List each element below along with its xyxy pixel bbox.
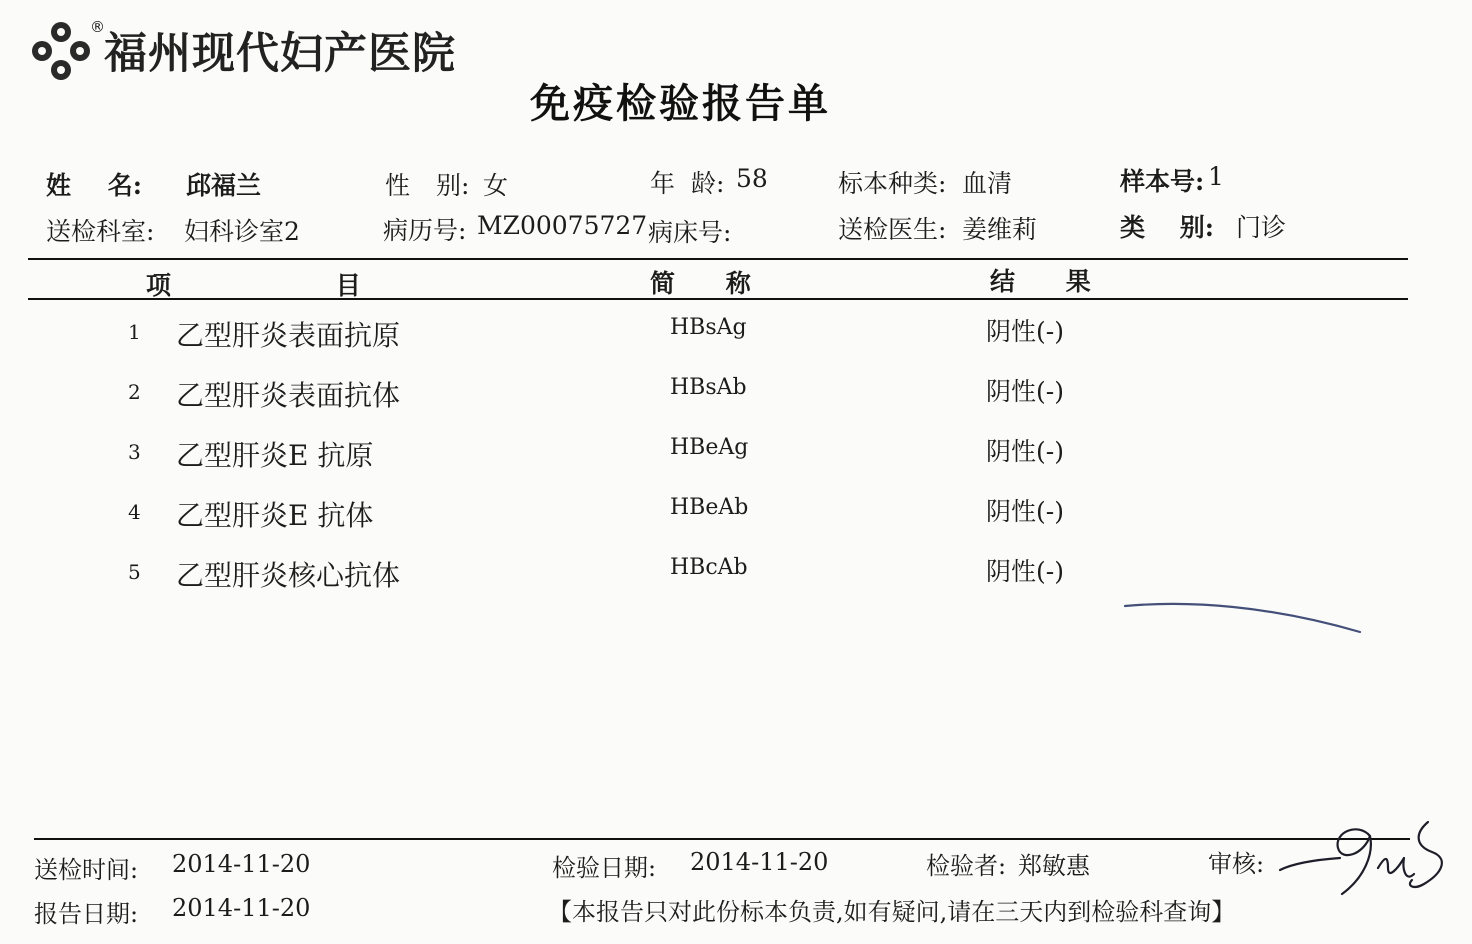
- test-item: 乙型肝炎核心抗体: [176, 559, 401, 592]
- test-abbr: HBsAg: [670, 315, 747, 340]
- category-label: 类 别:: [1120, 213, 1214, 242]
- patient-age: 58: [736, 164, 768, 193]
- send-time: 2014-11-20: [172, 850, 311, 878]
- tester-label: 检验者:: [926, 852, 1007, 880]
- test-result: 阴性(-): [986, 377, 1064, 406]
- dept-label: 送检科室:: [46, 217, 155, 246]
- test-item: 乙型肝炎表面抗原: [176, 319, 401, 352]
- disclaimer-note: 【本报告只对此份标本负责,如有疑问,请在三天内到检验科查询】: [548, 898, 1236, 926]
- gender-label: 性 别:: [385, 171, 470, 200]
- row-number: 5: [128, 560, 141, 584]
- test-result: 阴性(-): [986, 437, 1064, 466]
- test-date-label: 检验日期:: [552, 854, 657, 882]
- age-label: 年 龄:: [650, 169, 725, 198]
- name-label: 姓 名:: [46, 171, 142, 200]
- header-result: 结 果: [990, 267, 1091, 296]
- reviewer-signature: [1278, 814, 1458, 904]
- patient-name: 邱福兰: [186, 171, 262, 200]
- test-abbr: HBsAb: [670, 375, 747, 400]
- row-number: 1: [128, 320, 141, 344]
- test-result: 阴性(-): [986, 497, 1064, 526]
- hospital-name: 福州现代妇产医院: [104, 29, 456, 79]
- send-time-label: 送检时间:: [34, 856, 139, 884]
- sample-no: 1: [1208, 162, 1224, 191]
- pen-stroke-mark: [1120, 592, 1380, 642]
- test-item: 乙型肝炎E 抗体: [176, 499, 374, 532]
- test-result: 阴性(-): [986, 317, 1064, 346]
- doctor-label: 送检医生:: [838, 215, 947, 244]
- bed-label: 病床号:: [648, 218, 732, 247]
- category: 门诊: [1236, 213, 1287, 242]
- test-item: 乙型肝炎E 抗原: [176, 439, 374, 472]
- test-abbr: HBeAb: [670, 495, 749, 520]
- sample-no-label: 样本号:: [1120, 167, 1205, 196]
- footer-rule: [34, 838, 1410, 840]
- test-result: 阴性(-): [986, 557, 1064, 586]
- row-number: 4: [128, 500, 141, 524]
- dept: 妇科诊室2: [184, 217, 300, 246]
- doctor: 姜维莉: [962, 215, 1038, 244]
- row-number: 3: [128, 440, 141, 464]
- table-header-rule: [28, 298, 1408, 300]
- hospital-logo-icon: [30, 20, 92, 82]
- report-date-label: 报告日期:: [34, 900, 139, 928]
- tester: 郑敏惠: [1018, 852, 1090, 880]
- report-title: 免疫检验报告单: [530, 80, 831, 127]
- record-no: MZ00075727: [477, 211, 648, 240]
- record-label: 病历号:: [383, 216, 467, 245]
- row-number: 2: [128, 380, 141, 404]
- test-abbr: HBeAg: [670, 435, 749, 460]
- header-abbr: 简 称: [650, 269, 751, 298]
- test-abbr: HBcAb: [670, 555, 748, 580]
- patient-gender: 女: [483, 171, 509, 200]
- registered-mark: ®: [90, 18, 105, 36]
- test-date: 2014-11-20: [690, 848, 829, 876]
- review-label: 审核:: [1208, 850, 1265, 878]
- report-date: 2014-11-20: [172, 894, 311, 922]
- specimen-type: 血清: [962, 169, 1013, 198]
- table-top-rule: [28, 258, 1408, 260]
- test-item: 乙型肝炎表面抗体: [176, 379, 401, 412]
- header-item: 项 目: [146, 271, 361, 300]
- specimen-label: 标本种类:: [838, 169, 947, 198]
